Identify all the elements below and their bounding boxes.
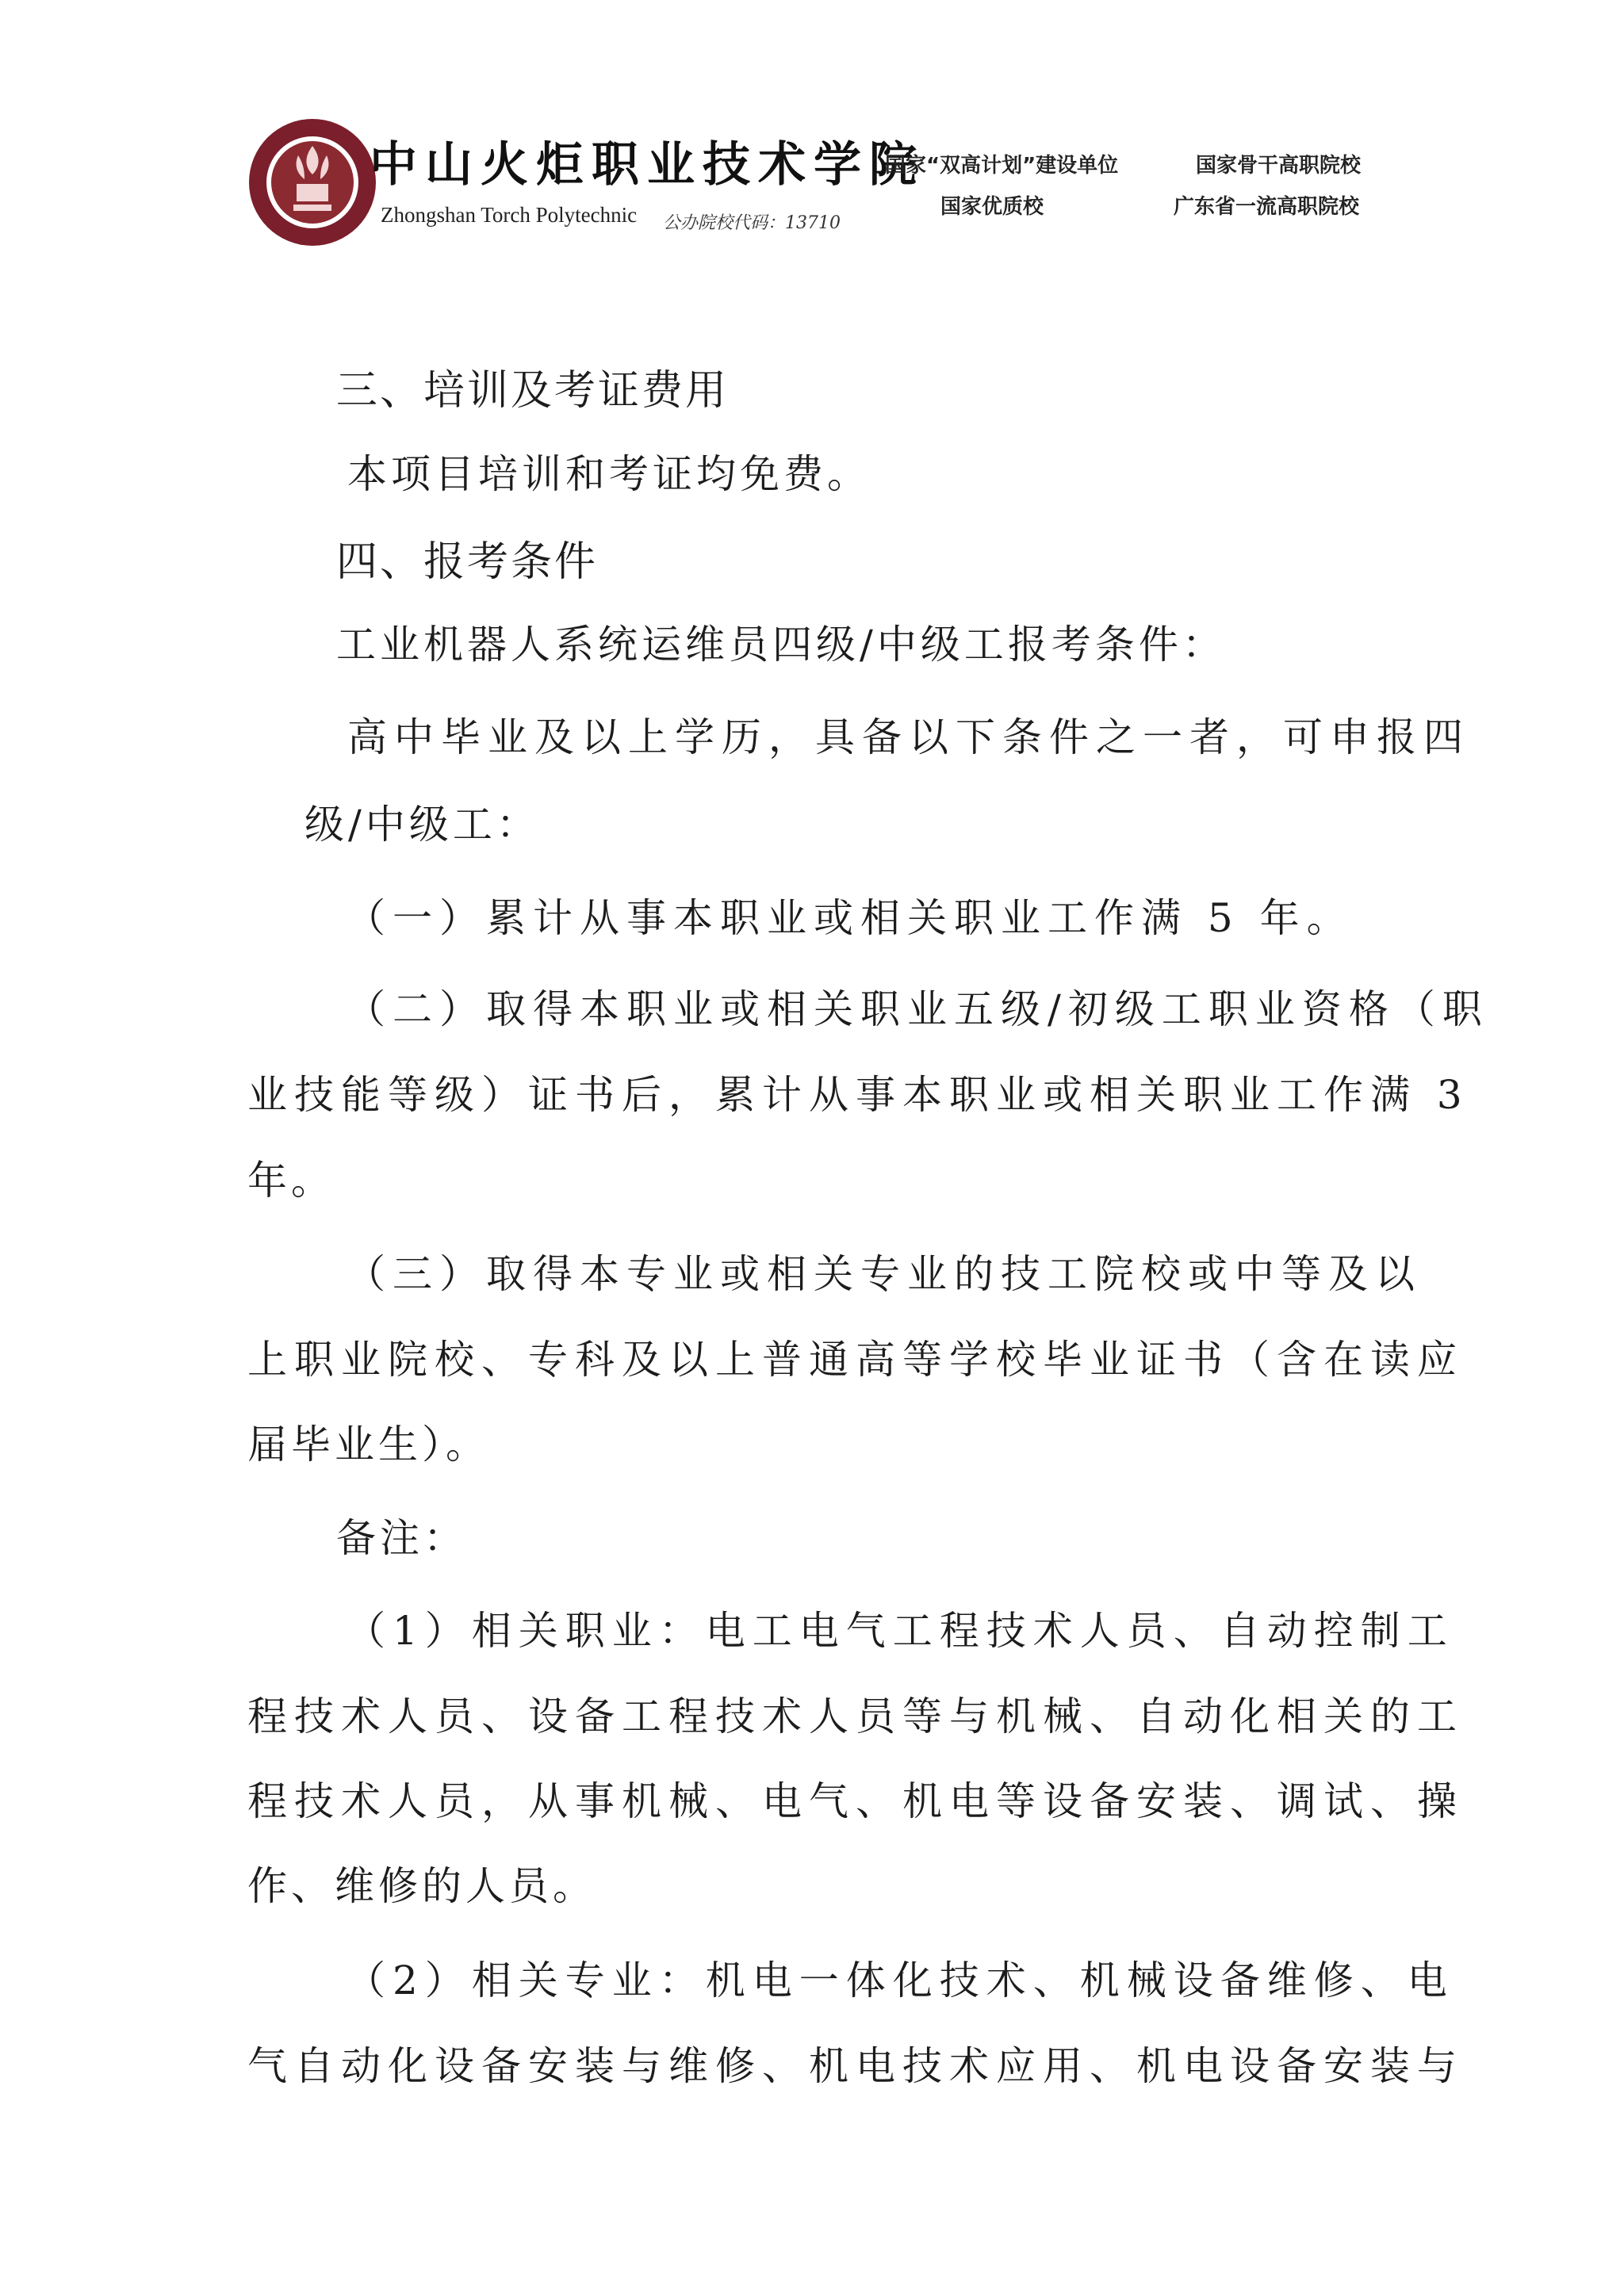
page-header xyxy=(0,0,1624,270)
school-name-cn: 中山火炬职业技术学院 xyxy=(370,137,925,193)
condition-3-line-1: （三）取得本专业或相关专业的技工院校或中等及以 xyxy=(346,1251,1422,1297)
header-tag-backbone: 国家骨干高职院校 xyxy=(1196,154,1362,178)
school-logo-icon xyxy=(247,117,377,247)
condition-3-line-3: 届毕业生）。 xyxy=(247,1422,489,1468)
condition-2-line-1: （二）取得本职业或相关职业五级/初级工职业资格（职 xyxy=(346,986,1489,1032)
section3-title: 三、培训及考证费用 xyxy=(336,367,730,415)
level-title: 工业机器人系统运维员四级/中级工报考条件： xyxy=(336,622,1226,668)
header-tag-first-class: 广东省一流高职院校 xyxy=(1174,195,1360,219)
requirement-line-1: 高中毕业及以上学历，具备以下条件之一者，可申报四 xyxy=(347,714,1470,760)
note-1-line-2: 程技术人员、设备工程技术人员等与机械、自动化相关的工 xyxy=(247,1693,1464,1739)
note-1-line-4: 作、维修的人员。 xyxy=(247,1863,596,1909)
note-title: 备注： xyxy=(336,1515,467,1561)
condition-3-line-2: 上职业院校、专科及以上普通高等学校毕业证书（含在读应 xyxy=(247,1337,1464,1383)
condition-2-line-3: 年。 xyxy=(247,1158,335,1203)
note-1-line-1: （1）相关职业：电工电气工程技术人员、自动控制工 xyxy=(346,1608,1454,1654)
section4-title: 四、报考条件 xyxy=(336,538,599,586)
note-2-line-2: 气自动化设备安装与维修、机电技术应用、机电设备安装与 xyxy=(247,2043,1464,2089)
note-1-line-3: 程技术人员，从事机械、电气、机电等设备安装、调试、操 xyxy=(247,1778,1464,1824)
requirement-line-2: 级/中级工： xyxy=(304,802,540,848)
school-name-en: Zhongshan Torch Polytechnic xyxy=(381,203,638,227)
header-tag-double-high: 国家“双高计划”建设单位 xyxy=(885,154,1119,178)
section3-text: 本项目培训和考证均免费。 xyxy=(347,451,871,497)
school-code: 公办院校代码：13710 xyxy=(663,213,841,233)
header-tag-quality: 国家优质校 xyxy=(940,195,1044,219)
condition-2-line-2: 业技能等级）证书后，累计从事本职业或相关职业工作满 3 xyxy=(247,1072,1469,1118)
note-2-line-1: （2）相关专业：机电一体化技术、机械设备维修、电 xyxy=(346,1957,1454,2003)
condition-1: （一）累计从事本职业或相关职业工作满 5 年。 xyxy=(346,895,1354,941)
